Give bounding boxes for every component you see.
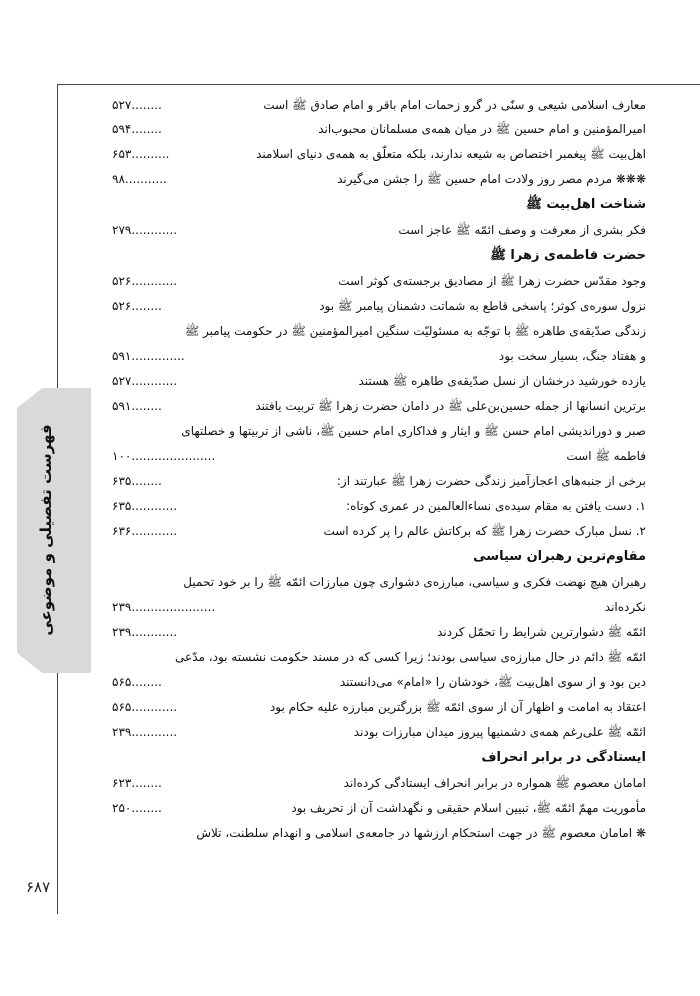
entry-text: امیرالمؤمنین و امام حسین ﷺ در میان همه‌ی مسلمانان محبوب‌اند	[318, 122, 646, 136]
index-entry	[112, 344, 646, 369]
entry-text: فاطمه ﷺ است	[566, 449, 646, 463]
entry-text: نکرده‌اند	[604, 600, 646, 614]
entry-text: صبر و دوراندیشی امام حسن ﷺ و ایثار و فداکاری امام حسین ﷺ، ناشی از تربیتها و خصلتهای	[181, 424, 646, 438]
index-entry	[112, 670, 646, 695]
page-ref: ۲۵۰........	[112, 801, 162, 815]
entry-text: معارف اسلامی شیعی و سنّی در گرو زحمات امام باقر و امام صادق ﷺ است	[263, 98, 646, 112]
entry-text: یازده خورشید درخشان از نسل صدّیقه‌ی طاهره ﷺ هستند	[358, 374, 646, 388]
page-ref: ۹۸...........	[112, 172, 167, 186]
index-entry	[112, 695, 646, 720]
page-frame-top-rule	[57, 84, 700, 85]
index-entry	[112, 444, 646, 469]
entry-text: ❋❋❋ مردم مصر روز ولادت امام حسین ﷺ را جشن می‌گیرند	[337, 172, 646, 186]
entry-text: فکر بشری از معرفت و وصف ائمّه ﷺ عاجز است	[398, 223, 646, 237]
page-ref: ۶۳۶............	[112, 524, 178, 538]
page-ref: ۲۳۹............	[112, 625, 178, 639]
section-heading	[112, 192, 646, 218]
index-entry	[112, 269, 646, 294]
page-ref: ۶۳۵............	[112, 499, 178, 513]
entry-text: برترین انسانها از جمله حسین‌بن‌علی ﷺ در دامان حضرت زهرا ﷺ تربیت یافتند	[255, 399, 646, 413]
heading-text: حضرت فاطمه‌ی زهرا ﷺ	[490, 248, 646, 263]
page-ref: ۲۷۹............	[112, 223, 178, 237]
entry-text: مأموریت مهمّ ائمّه ﷺ، تبیین اسلام حقیقی و نگهداشت آن از تحریف بود	[291, 801, 646, 815]
index-entry	[112, 419, 646, 444]
page-ref: ۵۶۵........	[112, 675, 162, 689]
index-entry	[112, 519, 646, 544]
heading-text: مقاوم‌ترین رهبران سیاسی	[473, 549, 646, 564]
index-entry	[112, 595, 646, 620]
page-ref: ۵۲۷........	[112, 98, 162, 112]
entry-text: اعتقاد به امامت و اظهار آن از سوی ائمّه ﷺ بزرگترین مبارزه علیه حکام بود	[269, 700, 646, 714]
page-ref: ۵۶۵............	[112, 700, 178, 714]
entry-text: زندگی صدّیقه‌ی طاهره ﷺ با توجّه به مسئولیّت سنگین امیرالمؤمنین ﷺ در حکومت پیامبر ﷺ	[184, 324, 646, 338]
index-entry	[112, 469, 646, 494]
entry-text: ائمّه ﷺ علی‌رغم همه‌ی دشمنیها پیروز میدان مبارزات بودند	[353, 725, 646, 739]
page-ref: ۵۹۱..............	[112, 349, 185, 363]
index-list	[112, 94, 646, 846]
entry-text: ائمّه ﷺ دائم در حال مبارزه‌ی سیاسی بودند؛ زیرا کسی که در مسند حکومت نشسته بود، مدّعی	[175, 650, 646, 664]
entry-text: ۱. دست یافتن به مقام سیده‌ی نساءالعالمین در عمری کوتاه:	[346, 499, 646, 513]
section-heading	[112, 544, 646, 570]
index-entry	[112, 369, 646, 394]
section-heading	[112, 745, 646, 771]
index-entry	[112, 117, 646, 142]
section-heading	[112, 243, 646, 269]
index-entry	[112, 821, 646, 846]
entry-text: رهبران هیچ نهضت فکری و سیاسی، مبارزه‌ی دشواری چون مبارزات ائمّه ﷺ را بر خود تحمیل	[183, 575, 646, 589]
page-ref: ۵۲۶........	[112, 299, 162, 313]
index-entry	[112, 620, 646, 645]
page-ref: ۲۳۹......................	[112, 600, 216, 614]
index-entry	[112, 319, 646, 344]
heading-text: شناخت اهل‌بیت ﷺ	[526, 197, 646, 212]
page-ref: ۵۹۱........	[112, 399, 162, 413]
entry-text: برخی از جنبه‌های اعجازآمیز زندگی حضرت زهرا ﷺ عبارتند از:	[336, 474, 646, 488]
page-ref: ۲۳۹............	[112, 725, 178, 739]
index-entry	[112, 167, 646, 192]
entry-text: ❋ امامان معصوم ﷺ در جهت استحکام ارزشها در جامعه‌ی اسلامی و انهدام سلطنت، تلاش	[196, 826, 646, 840]
index-entry	[112, 394, 646, 419]
page-ref: ۵۲۷............	[112, 374, 178, 388]
entry-text: اهل‌بیت ﷺ پیغمبر اختصاص به شیعه ندارند، بلکه متعلّق به همه‌ی دنیای اسلامند	[256, 147, 646, 161]
page-ref: ۵۹۴........	[112, 122, 162, 136]
page-number: ۶۸۷	[26, 878, 51, 896]
index-entry	[112, 142, 646, 167]
entry-text: نزول سوره‌ی کوثر؛ پاسخی قاطع به شماتت دشمنان پیامبر ﷺ بود	[319, 299, 646, 313]
index-entry	[112, 771, 646, 796]
index-entry	[112, 645, 646, 670]
side-tab-title: فهرست تفصیلی و موضوعی	[37, 424, 55, 636]
entry-text: امامان معصوم ﷺ همواره در برابر انحراف ایستادگی کرده‌اند	[343, 776, 646, 790]
heading-text: ایستادگی در برابر انحراف	[481, 750, 646, 765]
index-entry	[112, 570, 646, 595]
index-entry	[112, 796, 646, 821]
page-ref: ۱۰۰......................	[112, 449, 216, 463]
entry-text: دین بود و از سوی اهل‌بیت ﷺ، خودشان را «امام» می‌دانستند	[339, 675, 646, 689]
page-ref: ۶۳۵........	[112, 474, 162, 488]
page-ref: ۶۲۳........	[112, 776, 162, 790]
page-ref: ۶۵۳..........	[112, 147, 170, 161]
entry-text: ۲. نسل مبارک حضرت زهرا ﷺ که برکاتش عالم را پر کرده است	[323, 524, 646, 538]
entry-text: ائمّه ﷺ دشوارترین شرایط را تحمّل کردند	[437, 625, 646, 639]
index-entry	[112, 720, 646, 745]
index-entry	[112, 294, 646, 319]
index-entry	[112, 218, 646, 243]
index-entry	[112, 494, 646, 519]
entry-text: وجود مقدّس حضرت زهرا ﷺ از مصادیق برجسته‌ی کوثر است	[338, 274, 646, 288]
page-ref: ۵۲۶............	[112, 274, 178, 288]
entry-text: و هفتاد جنگ، بسیار سخت بود	[498, 349, 646, 363]
index-entry	[112, 94, 646, 117]
